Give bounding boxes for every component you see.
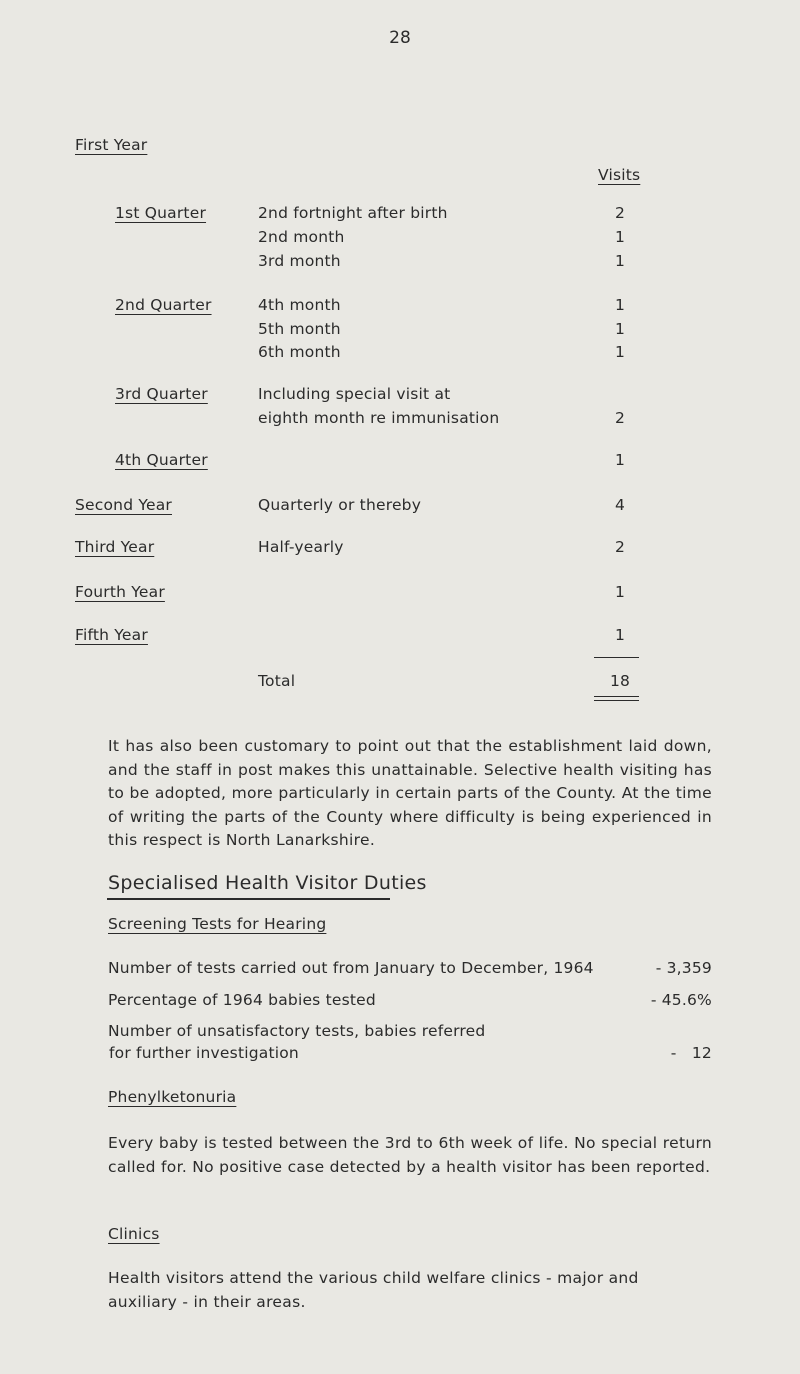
hearing-heading: Screening Tests for Hearing <box>108 915 327 933</box>
hearing-unsatisfactory-row-2 <box>108 1044 712 1066</box>
stat-value: - 12 <box>670 1044 712 1062</box>
schedule-description: 4th month <box>258 296 341 314</box>
section-title <box>108 872 427 894</box>
schedule-visits: 2 <box>614 204 626 222</box>
period-label: Fifth Year <box>75 626 148 644</box>
total-rule <box>594 657 639 658</box>
pku-heading: Phenylketonuria <box>108 1088 237 1106</box>
schedule-description: Half-yearly <box>258 538 344 556</box>
hearing-unsatisfactory-row <box>108 1022 712 1044</box>
section-title-text: Specialised Health Visitor Duties <box>108 872 427 894</box>
section-title-underline <box>107 898 390 900</box>
stat-value: - 45.6% <box>650 991 712 1009</box>
schedule-visits: 1 <box>614 343 626 361</box>
period-label: Third Year <box>75 538 155 556</box>
schedule-description: 2nd month <box>258 228 345 246</box>
schedule-description: 6th month <box>258 343 341 361</box>
stat-label: Number of tests carried out from January to December, 1964 <box>108 959 594 977</box>
schedule-visits: 1 <box>614 252 626 270</box>
schedule-visits: 1 <box>614 320 626 338</box>
hearing-percentage-row <box>108 991 712 1013</box>
period-label: Second Year <box>75 496 172 514</box>
schedule-visits: 1 <box>614 228 626 246</box>
double-rule-bottom <box>594 700 639 701</box>
visits-column-header: Visits <box>598 166 641 184</box>
schedule-visits: 1 <box>614 583 626 601</box>
first-year-heading: First Year <box>75 136 148 154</box>
schedule-description: Including special visit at <box>258 385 451 403</box>
clinics-heading: Clinics <box>108 1225 160 1243</box>
schedule-visits: 2 <box>614 409 626 427</box>
clinics-paragraph: Health visitors attend the various child welfare clinics - major and auxiliary - in their areas. <box>108 1269 639 1311</box>
schedule-description: eighth month re immunisation <box>258 409 500 427</box>
stat-label: for further investigation <box>109 1044 299 1062</box>
schedule-visits: 1 <box>614 626 626 644</box>
schedule-description: 2nd fortnight after birth <box>258 204 448 222</box>
page-number: 28 <box>389 28 411 48</box>
schedule-description: 3rd month <box>258 252 341 270</box>
schedule-visits: 1 <box>614 451 626 469</box>
period-label: 4th Quarter <box>115 451 208 469</box>
stat-label: Number of unsatisfactory tests, babies referred <box>108 1022 486 1040</box>
schedule-description: 5th month <box>258 320 341 338</box>
total-label: Total <box>258 672 296 690</box>
period-label: Fourth Year <box>75 583 165 601</box>
period-label: 1st Quarter <box>115 204 207 222</box>
schedule-visits: 4 <box>614 496 626 514</box>
total-value: 18 <box>609 672 631 690</box>
staffing-paragraph: It has also been customary to point out that the establishment laid down, and the staff in post makes this unattainable. Selective health visiting has to be adopted, more particularly in certain parts of the County. At the time of writing the parts of the County where difficulty is being experienced in this respect is North Lanarkshire. <box>108 737 712 849</box>
schedule-description: Quarterly or thereby <box>258 496 422 514</box>
pku-paragraph: Every baby is tested between the 3rd to 6th week of life. No special return called for. No positive case detected by a health visitor has been reported. <box>108 1134 712 1176</box>
schedule-visits: 1 <box>614 296 626 314</box>
schedule-visits: 2 <box>614 538 626 556</box>
period-label: 3rd Quarter <box>115 385 208 403</box>
hearing-tests-row <box>108 959 712 981</box>
double-rule-top <box>594 696 639 697</box>
period-label: 2nd Quarter <box>115 296 212 314</box>
stat-value: - 3,359 <box>655 959 712 977</box>
stat-label: Percentage of 1964 babies tested <box>108 991 376 1009</box>
